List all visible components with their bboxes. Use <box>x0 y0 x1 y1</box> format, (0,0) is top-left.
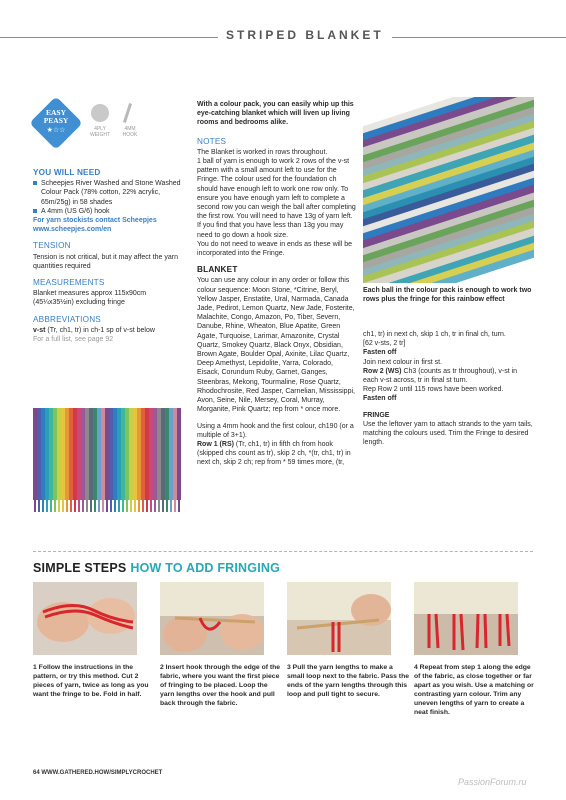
blanket-fringe <box>146 496 148 512</box>
measurements-heading: MEASUREMENTS <box>33 278 105 288</box>
difficulty-stars: ★☆☆ <box>46 127 66 134</box>
abbreviations-heading: ABBREVIATIONS <box>33 314 101 324</box>
fasten-off: Fasten off <box>363 349 397 357</box>
step-3-photo <box>287 582 391 655</box>
right-column <box>363 330 534 447</box>
step-1-text: 1 Follow the instructions in the pattern, or try this method. Cut 2 pieces of yarn, twice as long as you want the fringe to be. Fold in half. <box>33 664 149 698</box>
blanket-fringe <box>54 496 56 512</box>
blanket-fringe <box>110 496 112 512</box>
blanket-fringe <box>118 496 120 512</box>
blanket-fringe <box>90 496 92 512</box>
blanket-fringe <box>106 496 108 512</box>
middle-column <box>197 100 357 468</box>
blanket-fringe <box>58 496 60 512</box>
blanket-fringe <box>78 496 80 512</box>
blanket-fringe <box>38 496 40 512</box>
blanket-fringe <box>142 496 144 512</box>
blanket-fringe <box>42 496 44 512</box>
blanket-fringe <box>102 496 104 512</box>
notes-paragraph: 1 ball of yarn is enough to work 2 rows of the v-st pattern with a small amount left to use for the Fringe. The colour used for the foundation ch should have enough left to work one row only. To ensure you have enough yarn left to complete a second row you can weigh the ball after completing the first row. You will need to have 13g of yarn left. <box>197 158 356 221</box>
blanket-fringe <box>98 496 100 512</box>
step-1-photo <box>33 582 137 655</box>
blanket-fringe <box>50 496 52 512</box>
row-1-continued: ch1, tr) in next ch, skip 1 ch, tr in final ch, turn. <box>363 331 506 338</box>
blanket-fringe <box>158 496 160 512</box>
fringe-text: Use the leftover yarn to attach strands to the yarn tails, matching the colours used. Trim the Fringe to desired length. <box>363 420 533 447</box>
steps-divider <box>33 551 533 552</box>
blanket-fringe <box>114 496 116 512</box>
stockists-link[interactable]: www.scheepjes.com/en <box>33 226 112 234</box>
blanket-fringe <box>126 496 128 512</box>
blanket-fringe <box>138 496 140 512</box>
step-2-photo <box>160 582 264 655</box>
colour-sequence: You can use any colour in any order or follow this colour sequence: Moon Stone, *Citrine, Beryl, Yellow Jasper, Enstatite, Ural, Narmada, Canada Jade, Pedirot, Lemon Quartz, New Jade, Fosterite, Malachite, Congo, Amazon, Po, Tiber, Severn, Danube, Rhine, Wheaton, Blue Apatite, Green Agate, Turquoise, Larimar, Amazonite, Crystal Quartz, Smokey Quartz, Black Onyx, Obsidian, Brown Agate, Boulder Opal, Axinite, Lilac Quartz, Deep Amethyst, Lepidolite, Yarra, Colorado, Eisack, Corundum Ruby, Garnet, Ganges, Steenbras, Mekong, Tourmaline, Rose Quartz, Rhodochrosite, Red Jasper, Carnelian, Mississippi, Avon, Seine, Nile, Mersey, Coral, Murray, Morganite, Pink Quartz; rep from * once more. <box>197 277 355 414</box>
fringe-heading: FRINGE <box>363 411 390 419</box>
yarn-weight-label: 4PLY WEIGHT <box>90 126 110 138</box>
notes-paragraph: If you find that you have less than 13g you may need to go down a hook size. <box>197 222 344 239</box>
watermark: PassionForum.ru <box>458 777 527 787</box>
step-2-text: 2 Insert hook through the edge of the fabric, where you want the first piece of fringing to be placed. Loop the yarn lengths over the hook and pull back through the fabric. <box>160 664 281 707</box>
blanket-fringe <box>86 496 88 512</box>
row-2-instructions: Row 2 (WS) Ch3 (counts as tr throughout), v-st in each v-st across, tr in final st turn. <box>363 367 518 385</box>
tension-heading: TENSION <box>33 241 71 251</box>
step-4-photo <box>414 582 518 655</box>
step-3-text: 3 Pull the yarn lengths to make a small loop next to the fabric. Pass the ends of the yarn lengths through this loop and pull tight to secure. <box>287 664 409 698</box>
blanket-fringe <box>94 496 96 512</box>
blanket-heading: BLANKET <box>197 265 238 275</box>
crochet-hook-icon <box>123 103 132 123</box>
difficulty-label: EASY PEASY <box>43 108 69 125</box>
blanket-fringe <box>134 496 136 512</box>
blanket-fringe <box>150 496 152 512</box>
tension-text: Tension is not critical, but it may affect the yarn quantities required <box>33 253 178 270</box>
start-instructions: Using a 4mm hook and the first colour, ch190 (or a multiple of 3+1). <box>197 422 354 439</box>
notes-paragraph: The Blanket is worked in rows throughout. <box>197 148 328 156</box>
photo-caption: Each ball in the colour pack is enough to work two rows plus the fringe for this rainbow effect <box>363 287 532 304</box>
page-footer: 64 WWW.GATHERED.HOW/SIMPLYCROCHET <box>33 770 163 776</box>
blanket-fringe <box>70 496 72 512</box>
abbreviation-entry: v-st (Tr, ch1, tr) in ch-1 sp of v-st below <box>33 326 155 334</box>
stockists-label: For yarn stockists contact Scheepjes <box>33 217 157 225</box>
blanket-stripe <box>177 408 181 500</box>
blanket-fringe <box>66 496 68 512</box>
blanket-fringe <box>122 496 124 512</box>
blanket-fringe <box>178 496 180 512</box>
blanket-photo <box>33 408 181 512</box>
measurements-text: Blanket measures approx 115x90cm (45¼x35½in) excluding fringe <box>33 290 147 307</box>
blanket-fringe <box>162 496 164 512</box>
notes-paragraph: You do not need to weave in ends as these will be incorporated into the Fringe. <box>197 240 353 258</box>
blanket-fringe <box>46 496 48 512</box>
blanket-fringe <box>174 496 176 512</box>
project-badges <box>33 100 143 155</box>
materials-item: A 4mm (US G/6) hook <box>33 207 183 216</box>
step-4-text: 4 Repeat from step 1 along the edge of the fabric, as close together or far apart as you wish. Use a matching or contrasting yarn colour. Trim any uneven lengths of yarn to create a neat finish. <box>414 664 534 716</box>
rainbow-blanket-photo <box>363 97 534 283</box>
yarn-ball-icon <box>91 104 109 122</box>
blanket-fringe <box>62 496 64 512</box>
blanket-fringe <box>74 496 76 512</box>
fasten-off: Fasten off <box>363 395 397 403</box>
row-1-instructions: Row 1 (RS) (Tr, ch1, tr) in fifth ch from hook (skipped chs count as tr), skip 2 ch, *(tr, ch1, tr) in next ch, skip 2 ch; rep from * 59 times more, (tr, <box>197 440 351 467</box>
abbreviations-note: For a full list, see page 92 <box>33 336 114 344</box>
blanket-fringe <box>154 496 156 512</box>
notes-heading: NOTES <box>197 136 227 146</box>
repeat-instructions: Rep Row 2 until 115 rows have been worked. <box>363 386 504 394</box>
intro-text: With a colour pack, you can easily whip up this eye-catching blanket which will liven up living rooms and bedrooms alike. <box>197 101 354 127</box>
blanket-fringe <box>170 496 172 512</box>
blanket-fringe <box>34 496 36 512</box>
join-colour: Join next colour in first st. <box>363 358 442 366</box>
materials-item: Scheepjes River Washed and Stone Washed Colour Pack (78% cotton, 22% acrylic, 65m/25g) in 58 shades <box>33 179 183 207</box>
simple-steps-title: SIMPLE STEPS HOW TO ADD FRINGING <box>33 561 281 575</box>
blanket-fringe <box>166 496 168 512</box>
blanket-fringe <box>82 496 84 512</box>
hook-size-label: 4MM HOOK <box>122 126 138 138</box>
stitch-count: [62 v-sts, 2 tr] <box>363 340 406 348</box>
page-title: STRIPED BLANKET <box>218 28 392 42</box>
you-will-need-heading: YOU WILL NEED <box>33 168 101 177</box>
left-column <box>33 168 183 344</box>
blanket-fringe <box>130 496 132 512</box>
